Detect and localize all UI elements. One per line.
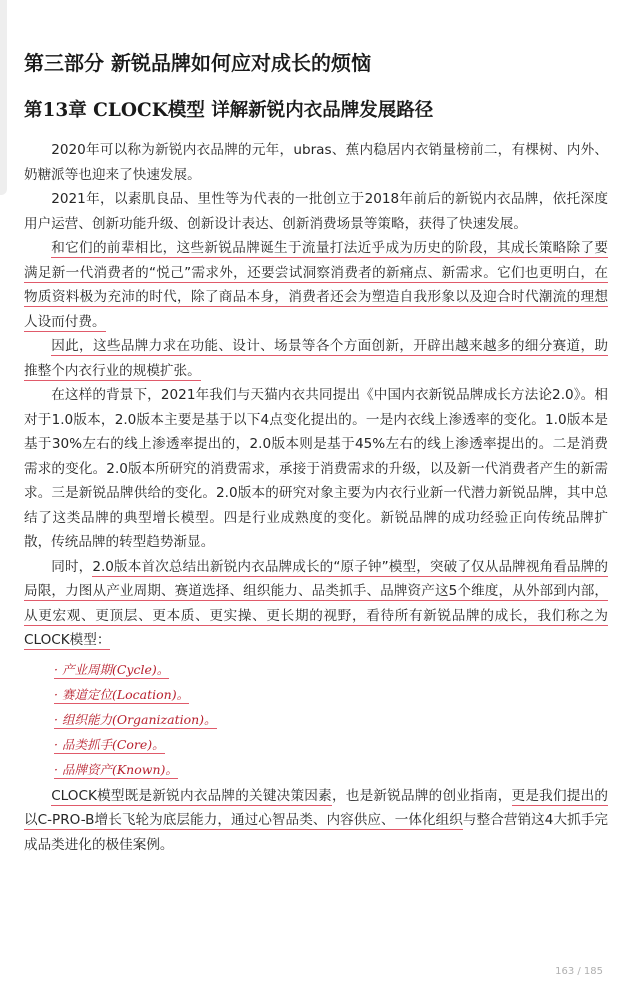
highlight-underline[interactable]: 和它们的前辈相比，这些新锐品牌诞生于流量打法近乎成为历史的阶段，其成长策略除了要满足新一代消费者的“悦己”需求外，还要尝试洞察消费者的新痛点、新需求。它们也更明白，在物质资料极为充沛的时代，除了商品本身，消费者还会为塑造自我形象以及迎合时代潮流的理想人设而付费。	[24, 240, 608, 330]
paragraph-7-tail: 与整合营销这4大抓手完成品类进化的极佳案例。	[24, 812, 608, 853]
highlight-underline[interactable]: 因此，这些品牌力求在功能、设计、场景等各个方面创新，开辟出越来越多的细分赛道，助推整个内衣行业的规模扩张。	[24, 338, 608, 379]
handwritten-annotation[interactable]: · 组织能力(Organization)。	[54, 711, 217, 727]
list-item	[54, 682, 608, 707]
paragraph-2: 2021年，以素肌良品、里性等为代表的一批创立于2018年前后的新锐内衣品牌，依托深度用户运营、创新功能升级、创新设计表达、创新消费场景等策略，获得了快速发展。	[24, 191, 608, 232]
page-number: 163 / 185	[555, 966, 603, 977]
part-title: 第三部分 新锐品牌如何应对成长的烦恼	[24, 51, 371, 75]
paragraph-1: 2020年可以称为新锐内衣品牌的元年，ubras、蕉内稳居内衣销量榜前二，有棵树、内外、奶糖派等也迎来了快速发展。	[24, 142, 608, 183]
chapter-title: 第13章 CLOCK模型 详解新锐内衣品牌发展路径	[24, 100, 434, 121]
paragraph-5: 在这样的背景下，2021年我们与天猫内衣共同提出《中国内衣新锐品牌成长方法论2.0》。相对于1.0版本，2.0版本主要是基于以下4点变化提出的。一是内衣线上渗透率的变化。1.0版本是基于30%左右的线上渗透率提出的，2.0版本则是基于45%左右的线上渗透率提出的。二是消费需求的变化。2.0版本所研究的消费需求，承接于消费需求的升级，以及新一代消费者产生的新需求。三是新锐品牌供给的变化。2.0版本的研究对象主要为内衣行业新一代潜力新锐品牌，其中总结了这类品牌的典型增长模型。四是行业成熟度的变化。新锐品牌的成功经验正向传统品牌扩散，传统品牌的转型趋势渐显。	[24, 387, 608, 550]
handwritten-annotation[interactable]: · 品牌资产(Known)。	[54, 761, 178, 777]
page-content	[24, 48, 608, 857]
highlight-underline[interactable]: 2.0版本首次总结出新锐内衣品牌成长的“原子钟”模型，突破了仅从品牌视角看品牌的局限，力图从产业周期、赛道选择、组织能力、品类抓手、品牌资产这5个维度，从外部到内部，从更宏观、更顶层、更本质、更实操、更长期的视野，看待所有新锐品牌的成长，我们称之为CLOCK模型：	[24, 558, 609, 648]
side-panel-tab[interactable]	[0, 0, 7, 195]
handwritten-annotation[interactable]: · 赛道定位(Location)。	[54, 686, 190, 702]
list-item	[54, 707, 608, 732]
highlight-underline[interactable]: 更是我们提出的以C-PRO-B增长飞轮为底层能力，通过心智品类、内容供应、一体化组织	[24, 787, 609, 828]
handwritten-annotation[interactable]: · 产业周期(Cycle)。	[54, 661, 170, 677]
clock-model-list	[24, 657, 608, 782]
paragraph-3	[24, 236, 608, 334]
highlight-underline[interactable]: CLOCK模型既是新锐内衣品牌的关键决策因素	[51, 787, 332, 804]
paragraph-6-lead: 同时，	[51, 558, 93, 575]
list-item	[54, 657, 608, 682]
handwritten-annotation[interactable]: · 品类抓手(Core)。	[54, 736, 165, 752]
paragraph-7	[24, 784, 608, 858]
paragraph-4	[24, 334, 608, 383]
list-item	[54, 732, 608, 757]
list-item	[54, 757, 608, 782]
paragraph-6	[24, 555, 608, 653]
paragraph-7-mid: ，也是新锐品牌的创业指南，	[331, 787, 512, 804]
